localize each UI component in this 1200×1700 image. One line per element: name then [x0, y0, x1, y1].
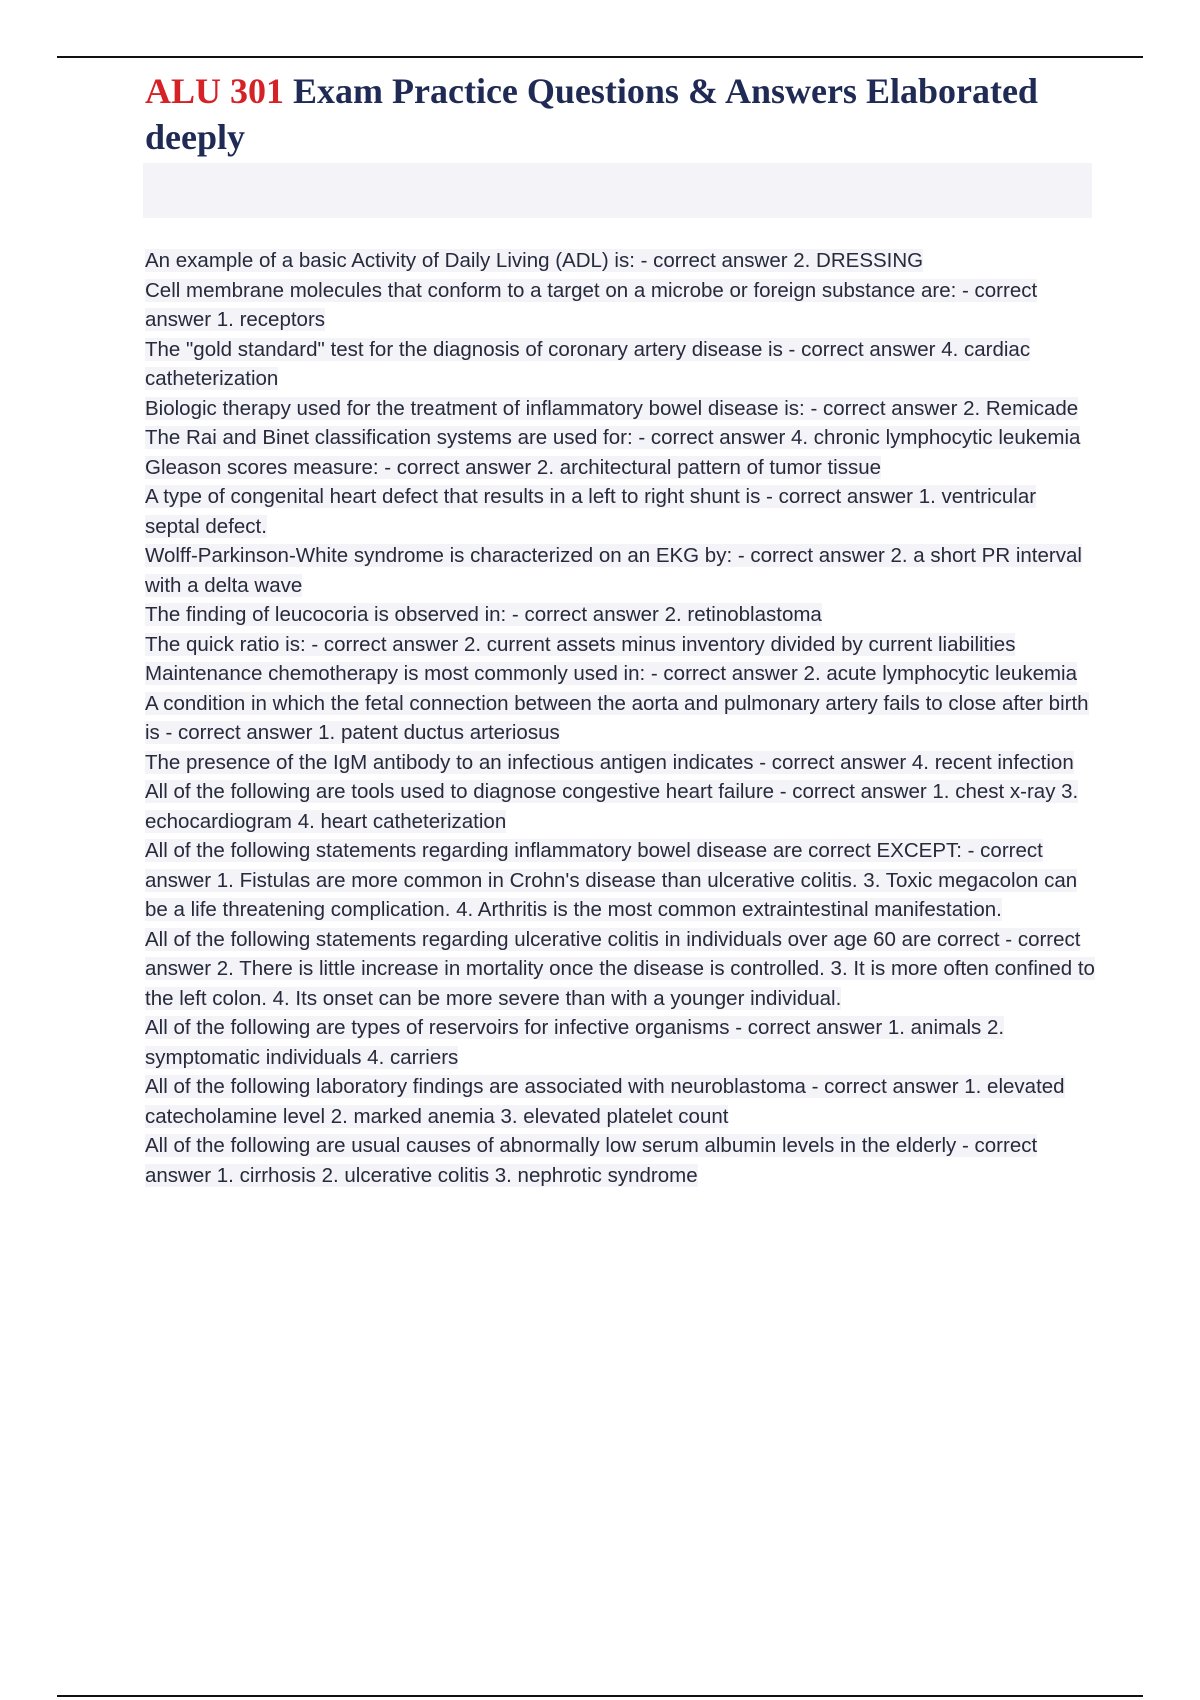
- blank-highlight-box: [143, 163, 1092, 218]
- title-text: Exam Practice Questions & Answers Elaborated deeply: [145, 71, 1038, 157]
- qa-item: The quick ratio is: - correct answer 2. current assets minus inventory divided by current liabilities: [145, 632, 1016, 656]
- qa-item: The finding of leucocoria is observed in: - correct answer 2. retinoblastoma: [145, 603, 822, 626]
- qa-item: An example of a basic Activity of Daily Living (ADL) is: - correct answer 2. DRESSING: [145, 249, 924, 272]
- qa-item: The presence of the IgM antibody to an infectious antigen indicates - correct answer 4. recent infection: [145, 750, 1074, 774]
- page-title: [145, 68, 1095, 160]
- qa-item: Biologic therapy used for the treatment of inflammatory bowel disease is: - correct answer 2. Remicade: [145, 396, 1079, 420]
- qa-item: Gleason scores measure: - correct answer 2. architectural pattern of tumor tissue: [145, 455, 882, 479]
- qa-item: A condition in which the fetal connection between the aorta and pulmonary artery fails to close after birth is - correct answer 1. patent ductus arteriosus: [145, 691, 1089, 744]
- qa-item: A type of congenital heart defect that results in a left to right shunt is - correct answer 1. ventricular septal defect.: [145, 485, 1037, 538]
- qa-item: The "gold standard" test for the diagnosis of coronary artery disease is - correct answer 4. cardiac catheterization: [145, 337, 1031, 390]
- qa-item: Cell membrane molecules that conform to a target on a microbe or foreign substance are: - correct answer 1. receptors: [145, 278, 1038, 331]
- qa-item: All of the following statements regarding inflammatory bowel disease are correct EXCEPT: - correct answer 1. Fistulas are more common in Crohn's disease than ulcerative colitis. 3. Toxic megacolon can be a life threatening complication. 4. Arthritis is the most common extraintestinal manifestation.: [145, 839, 1078, 921]
- bottom-rule: [57, 1695, 1143, 1697]
- title-course-code: ALU 301: [145, 71, 285, 111]
- top-rule: [57, 56, 1143, 58]
- qa-item: All of the following are usual causes of abnormally low serum albumin levels in the elderly - correct answer 1. cirrhosis 2. ulcerative colitis 3. nephrotic syndrome: [145, 1134, 1038, 1187]
- qa-item: All of the following statements regarding ulcerative colitis in individuals over age 60 are correct - correct answer 2. There is little increase in mortality once the disease is controlled. 3. It is more often confined to the left colon. 4. Its onset can be more severe than with a younger individual.: [145, 927, 1095, 1010]
- qa-list: [145, 246, 1095, 1190]
- qa-item: All of the following are tools used to diagnose congestive heart failure - correct answer 1. chest x-ray 3. echocardiogram 4. heart catheterization: [145, 780, 1079, 833]
- qa-item: Wolff-Parkinson-White syndrome is characterized on an EKG by: - correct answer 2. a short PR interval with a delta wave: [145, 544, 1082, 597]
- qa-item: All of the following laboratory findings are associated with neuroblastoma - correct answer 1. elevated catecholamine level 2. marked anemia 3. elevated platelet count: [145, 1075, 1065, 1128]
- qa-item: Maintenance chemotherapy is most commonly used in: - correct answer 2. acute lymphocytic leukemia: [145, 662, 1078, 685]
- qa-item: The Rai and Binet classification systems are used for: - correct answer 4. chronic lymphocytic leukemia: [145, 426, 1081, 449]
- qa-item: All of the following are types of reservoirs for infective organisms - correct answer 1. animals 2. symptomatic individuals 4. carriers: [145, 1016, 1005, 1069]
